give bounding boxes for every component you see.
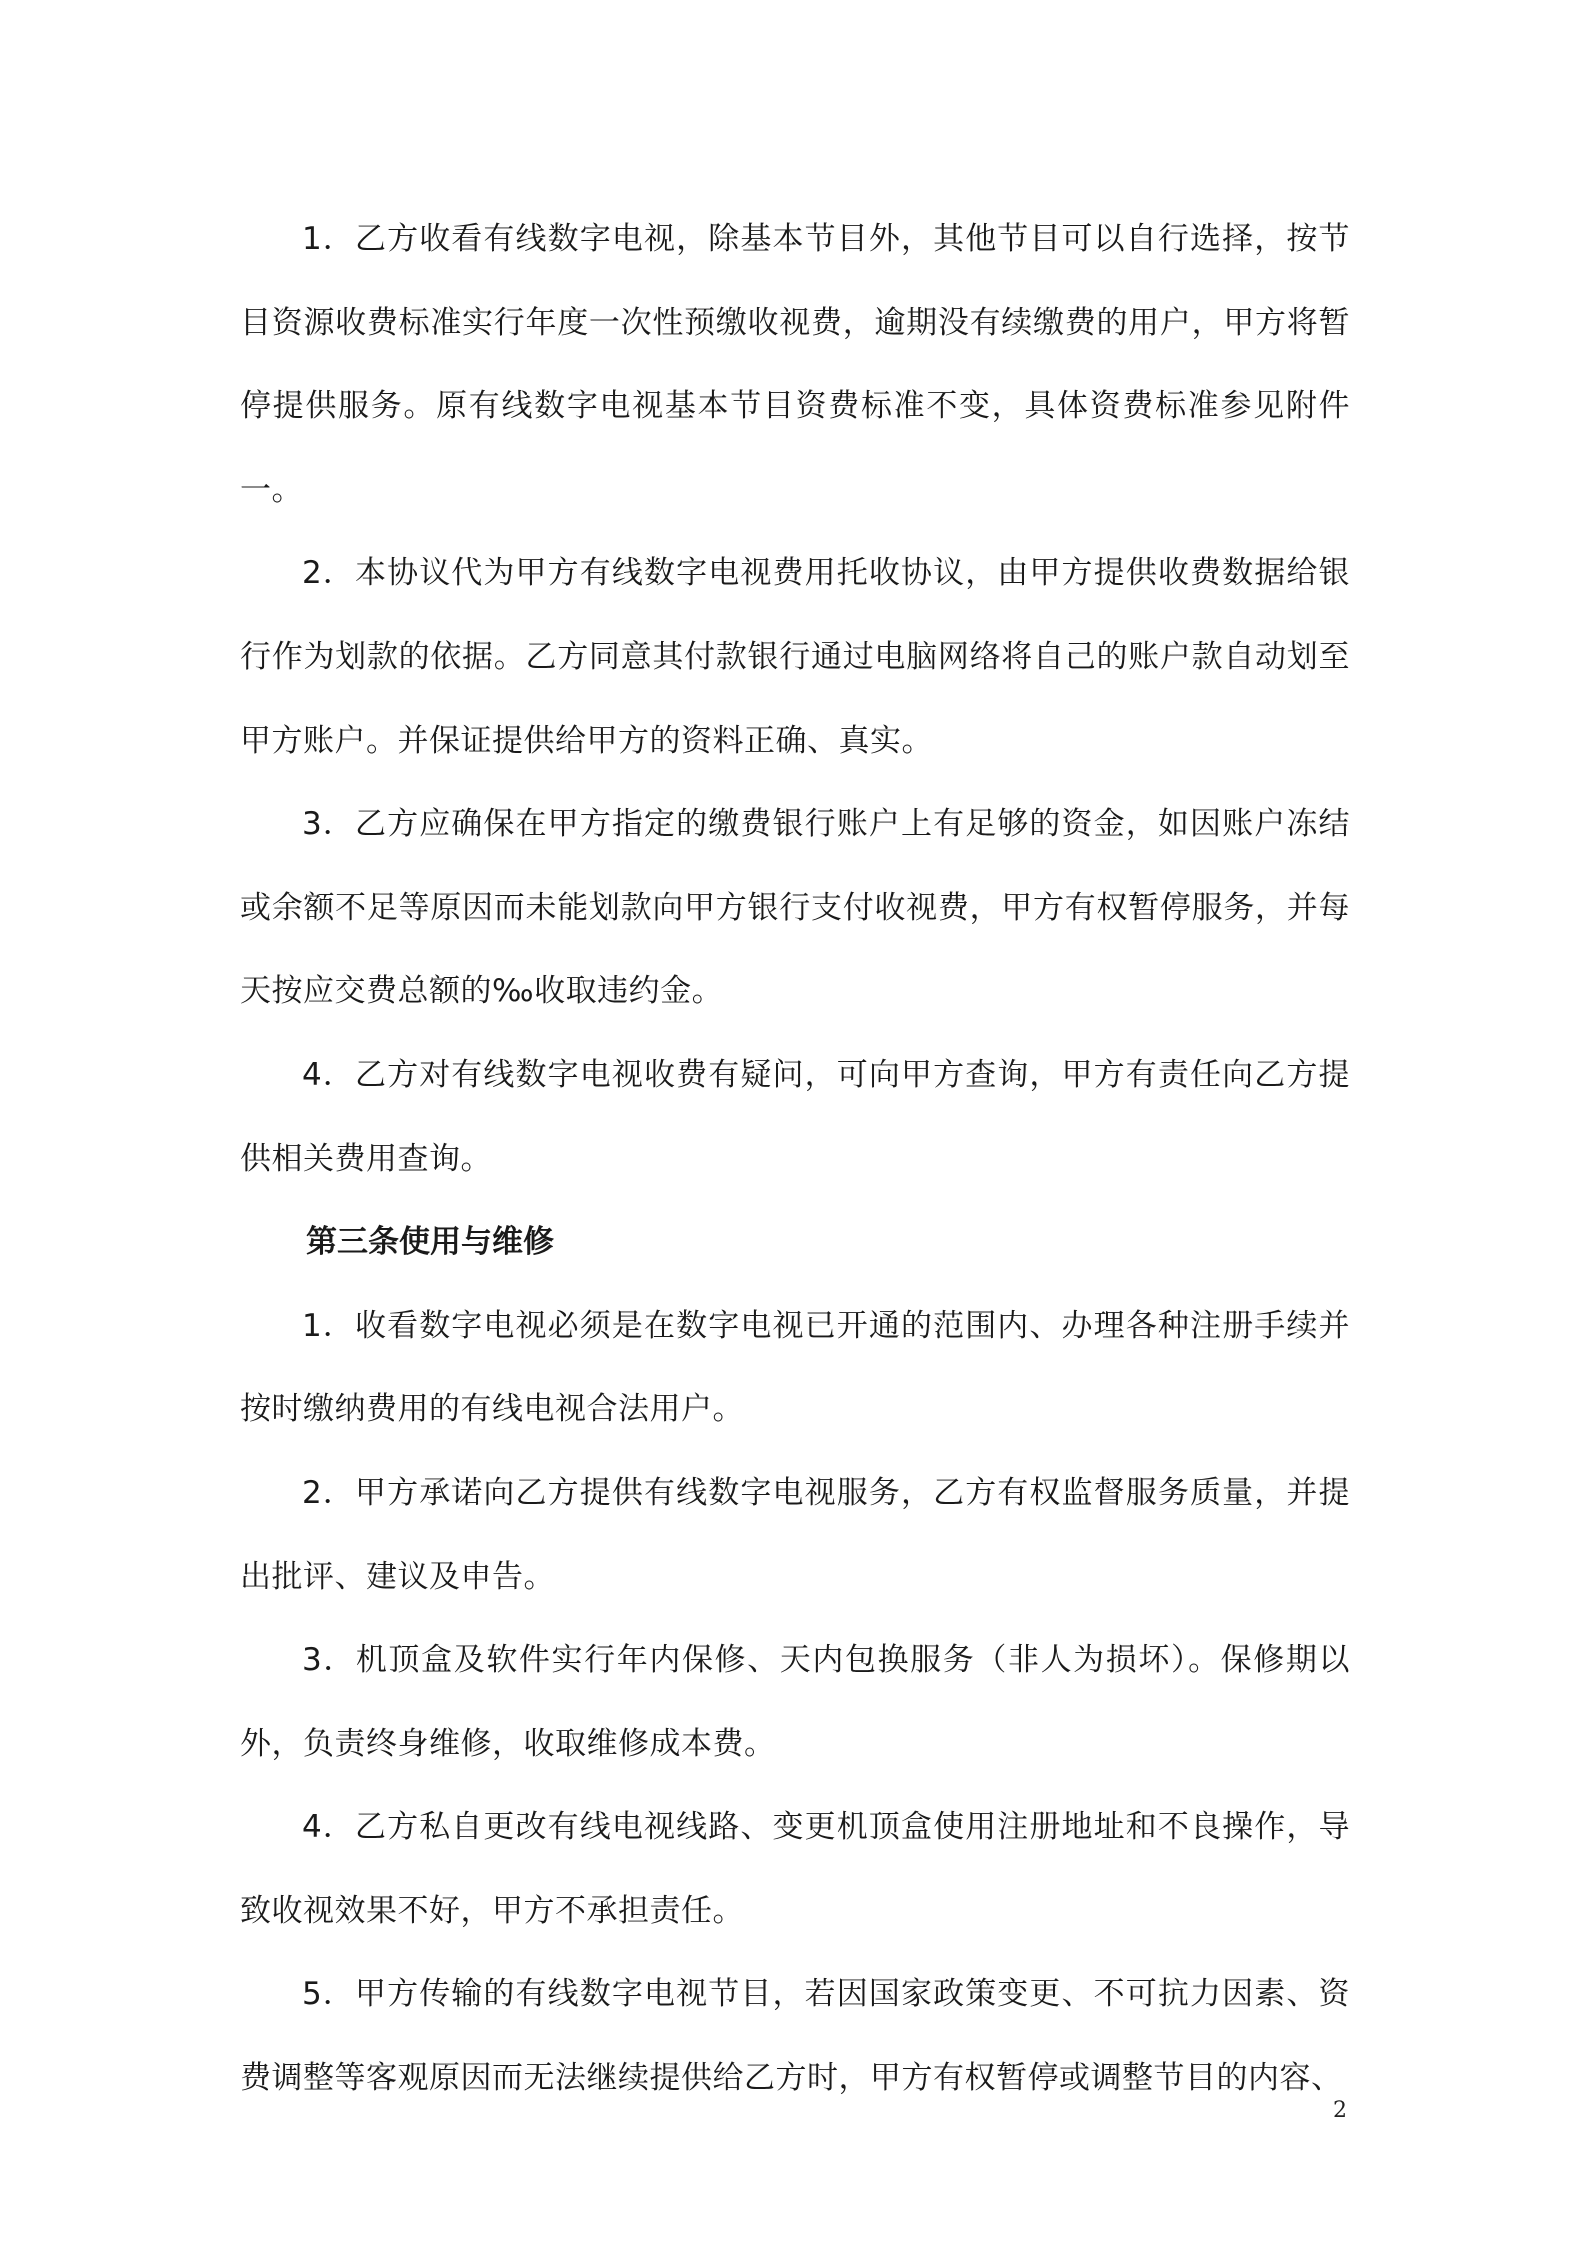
clause-paragraph: 1．收看数字电视必须是在数字电视已开通的范围内、办理各种注册手续并按时缴纳费用的有线电视合法用户。: [240, 1307, 1350, 1428]
section-heading: 第三条使用与维修: [306, 1224, 554, 1261]
clause-paragraph: 4．乙方对有线数字电视收费有疑问，可向甲方查询，甲方有责任向乙方提供相关费用查询。: [240, 1056, 1350, 1177]
clause-paragraph: 2．本协议代为甲方有线数字电视费用托收协议，由甲方提供收费数据给银行作为划款的依据。乙方同意其付款银行通过电脑网络将自己的账户款自动划至甲方账户。并保证提供给甲方的资料正确、真实。: [240, 555, 1350, 759]
page-number: 2: [1333, 2098, 1347, 2123]
document-body: [240, 198, 1350, 2121]
clause-paragraph: 3．机顶盒及软件实行年内保修、天内包换服务（非人为损坏）。保修期以外，负责终身维修，收取维修成本费。: [240, 1642, 1350, 1762]
clause-paragraph: 1．乙方收看有线数字电视，除基本节目外，其他节目可以自行选择，按节目资源收费标准实行年度一次性预缴收视费，逾期没有续缴费的用户，甲方将暂停提供服务。原有线数字电视基本节目资费标准不变，具体资费标准参见附件一。: [240, 221, 1350, 508]
clause-paragraph: 5．甲方传输的有线数字电视节目，若因国家政策变更、不可抗力因素、资费调整等客观原因而无法继续提供给乙方时，甲方有权暂停或调整节目的内容、: [240, 1976, 1350, 2097]
clause-paragraph: 2．甲方承诺向乙方提供有线数字电视服务，乙方有权监督服务质量，并提出批评、建议及申告。: [240, 1474, 1350, 1595]
clause-paragraph: 4．乙方私自更改有线电视线路、变更机顶盒使用注册地址和不良操作，导致收视效果不好，甲方不承担责任。: [240, 1809, 1350, 1929]
clause-paragraph: 3．乙方应确保在甲方指定的缴费银行账户上有足够的资金，如因账户冻结或余额不足等原因而未能划款向甲方银行支付收视费，甲方有权暂停服务，并每天按应交费总额的‰收取违约金。: [240, 806, 1350, 1010]
